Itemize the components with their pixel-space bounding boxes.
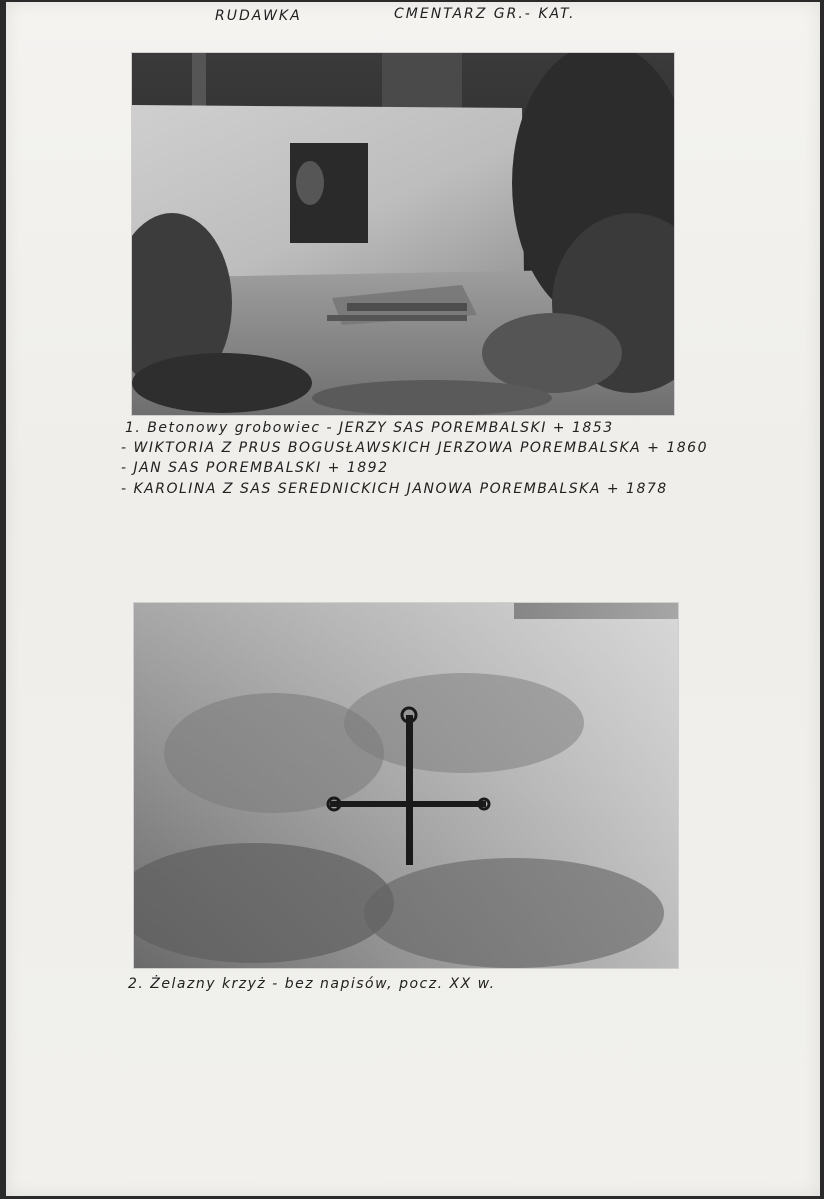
photo-iron-cross <box>133 602 679 969</box>
place-name: RUDAWKA <box>215 8 302 24</box>
document-page <box>6 2 820 1196</box>
caption-line-3: - JAN SAS POREMBALSKI + 1892 <box>121 460 389 476</box>
caption-photo-2: 2. Żelazny krzyż - bez napisów, pocz. XX w. <box>128 976 496 992</box>
caption-line-1: 1. Betonowy grobowiec - JERZY SAS POREMBALSKI + 1853 <box>125 420 614 436</box>
photo-tomb <box>131 52 675 416</box>
caption-line-4: - KAROLINA Z SAS SEREDNICKICH JANOWA POREMBALSKA + 1878 <box>121 481 668 497</box>
caption-line-2: - WIKTORIA Z PRUS BOGUSŁAWSKICH JERZOWA POREMBALSKA + 1860 <box>121 440 708 456</box>
document-title: CMENTARZ GR.- KAT. <box>394 6 576 22</box>
